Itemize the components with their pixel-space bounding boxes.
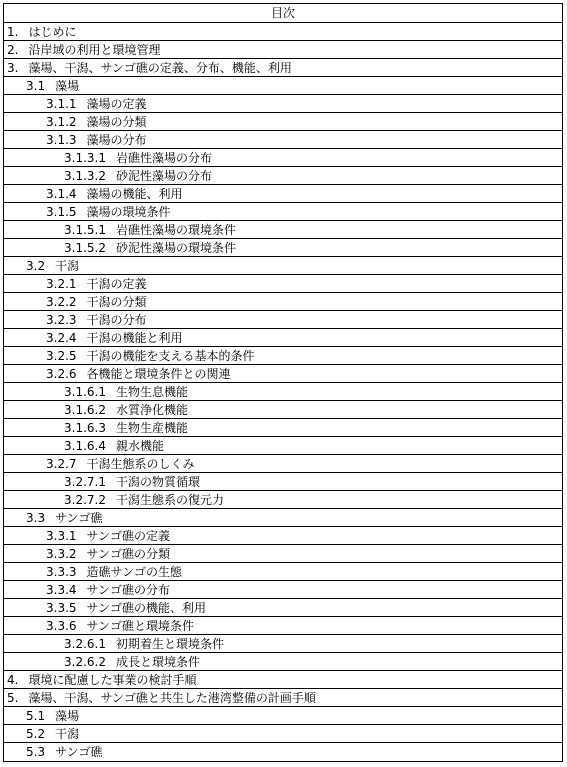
toc-number: 3.3.4	[46, 583, 77, 597]
toc-entry-text: 砂泥性藻場の環境条件	[115, 241, 236, 255]
toc-row	[4, 581, 562, 599]
toc-number: 3.2.6.1	[64, 637, 106, 651]
toc-entry-text: 造礁サンゴの生態	[86, 565, 182, 579]
toc-entry-text: サンゴ礁	[55, 745, 103, 759]
toc-row	[4, 455, 562, 473]
toc-row	[4, 329, 562, 347]
toc-number: 4.	[7, 673, 19, 687]
toc-entry-text: 藻場の環境条件	[86, 205, 171, 219]
toc-row	[4, 653, 562, 671]
toc-entry-text: 藻場	[55, 79, 80, 93]
toc-title: 目次	[4, 4, 562, 23]
toc-row	[4, 383, 562, 401]
toc-row	[4, 689, 562, 707]
toc-entry-text: 干潟の定義	[86, 277, 147, 291]
toc-row	[4, 419, 562, 437]
toc-row	[4, 149, 562, 167]
toc-row	[4, 617, 562, 635]
toc-entry-text: 砂泥性藻場の分布	[115, 169, 212, 183]
toc-entry-text: 干潟生態系の復元力	[115, 493, 224, 507]
toc-number: 3.2.2	[46, 295, 77, 309]
toc-number: 3.1.2	[46, 115, 77, 129]
toc-number: 5.	[7, 691, 19, 705]
toc-row	[4, 257, 562, 275]
toc-row	[4, 221, 562, 239]
toc-number: 3.2.6.2	[64, 655, 106, 669]
toc-entry-text: 水質浄化機能	[115, 403, 188, 417]
toc-number: 3.2.5	[46, 349, 77, 363]
toc-body	[4, 23, 562, 761]
toc-number: 3.3.1	[46, 529, 77, 543]
toc-entry-text: サンゴ礁	[55, 511, 103, 525]
toc-row	[4, 491, 562, 509]
toc-row	[4, 743, 562, 761]
toc-row	[4, 527, 562, 545]
toc-row	[4, 365, 562, 383]
toc-entry-text: 干潟の分類	[86, 295, 147, 309]
toc-entry-text: 干潟	[55, 727, 80, 741]
toc-entry-text: 沿岸域の利用と環境管理	[28, 43, 161, 57]
toc-number: 3.2.7.1	[64, 475, 106, 489]
toc-entry-text: サンゴ礁の定義	[86, 529, 170, 543]
toc-row	[4, 563, 562, 581]
toc-number: 3.2.7.2	[64, 493, 106, 507]
toc-number: 3.1.5.1	[64, 223, 106, 237]
toc-number: 5.3	[26, 745, 46, 759]
toc-number: 1.	[7, 25, 19, 39]
toc-number: 3.1.5.2	[64, 241, 106, 255]
toc-number: 3.2	[26, 259, 46, 273]
toc-entry-text: 藻場の分布	[86, 133, 147, 147]
toc-row	[4, 59, 562, 77]
toc-entry-text: 干潟生態系のしくみ	[86, 457, 195, 471]
toc-row	[4, 707, 562, 725]
toc-row	[4, 725, 562, 743]
toc-entry-text: サンゴ礁の機能、利用	[86, 601, 206, 615]
toc-row	[4, 545, 562, 563]
toc-entry-text: 初期着生と環境条件	[115, 637, 224, 651]
toc-entry-text: 藻場の定義	[86, 97, 147, 111]
toc-number: 3.1	[26, 79, 46, 93]
toc-entry-text: 各機能と環境条件との関連	[86, 367, 231, 381]
toc-entry-text: 干潟の分布	[86, 313, 147, 327]
toc-entry-text: 干潟	[55, 259, 80, 273]
toc-entry-text: 親水機能	[115, 439, 164, 453]
toc-number: 3.2.7	[46, 457, 77, 471]
toc-row	[4, 473, 562, 491]
toc-entry-text: 干潟の機能を支える基本的条件	[86, 349, 255, 363]
toc-row	[4, 437, 562, 455]
toc-row	[4, 95, 562, 113]
toc-entry-text: 藻場	[55, 709, 80, 723]
toc-row	[4, 167, 562, 185]
toc-row	[4, 23, 562, 41]
toc-row	[4, 401, 562, 419]
toc-row	[4, 671, 562, 689]
toc-number: 3.3.5	[46, 601, 77, 615]
toc-row	[4, 347, 562, 365]
toc-entry-text: 成長と環境条件	[115, 655, 200, 669]
toc-row	[4, 113, 562, 131]
toc-number: 3.1.6.4	[64, 439, 106, 453]
table-of-contents	[3, 3, 563, 762]
toc-row	[4, 311, 562, 329]
toc-number: 3.2.4	[46, 331, 77, 345]
toc-row	[4, 293, 562, 311]
toc-number: 3.3.2	[46, 547, 77, 561]
toc-entry-text: 岩礁性藻場の分布	[115, 151, 212, 165]
toc-row	[4, 275, 562, 293]
toc-row	[4, 239, 562, 257]
toc-number: 3.1.6.1	[64, 385, 106, 399]
toc-entry-text: 藻場の分類	[86, 115, 147, 129]
toc-row	[4, 635, 562, 653]
toc-entry-text: サンゴ礁の分類	[86, 547, 170, 561]
toc-entry-text: 生物生産機能	[115, 421, 188, 435]
toc-entry-text: 岩礁性藻場の環境条件	[115, 223, 236, 237]
toc-number: 3.1.6.3	[64, 421, 106, 435]
toc-number: 5.1	[26, 709, 46, 723]
toc-number: 3.2.3	[46, 313, 77, 327]
toc-row	[4, 77, 562, 95]
toc-number: 3.1.3.1	[64, 151, 106, 165]
toc-row	[4, 185, 562, 203]
toc-number: 3.1.5	[46, 205, 77, 219]
toc-number: 3.3.6	[46, 619, 77, 633]
toc-entry-text: 生物生息機能	[115, 385, 188, 399]
toc-number: 3.1.4	[46, 187, 77, 201]
toc-entry-text: サンゴ礁の分布	[86, 583, 170, 597]
toc-row	[4, 509, 562, 527]
toc-number: 3.	[7, 61, 19, 75]
toc-number: 3.3.3	[46, 565, 77, 579]
toc-entry-text: 干潟の物質循環	[115, 475, 200, 489]
toc-number: 3.1.3.2	[64, 169, 106, 183]
toc-entry-text: 藻場、干潟、サンゴ礁と共生した港湾整備の計画手順	[28, 691, 316, 705]
toc-number: 3.2.6	[46, 367, 77, 381]
toc-number: 5.2	[26, 727, 46, 741]
toc-entry-text: 環境に配慮した事業の検討手順	[28, 673, 197, 687]
toc-row	[4, 131, 562, 149]
toc-row	[4, 599, 562, 617]
toc-row	[4, 41, 562, 59]
toc-number: 3.1.6.2	[64, 403, 106, 417]
toc-entry-text: 干潟の機能と利用	[86, 331, 183, 345]
toc-number: 2.	[7, 43, 19, 57]
toc-number: 3.1.3	[46, 133, 77, 147]
toc-number: 3.2.1	[46, 277, 77, 291]
toc-number: 3.3	[26, 511, 46, 525]
toc-entry-text: サンゴ礁と環境条件	[86, 619, 194, 633]
toc-entry-text: はじめに	[28, 25, 77, 39]
toc-row	[4, 203, 562, 221]
toc-entry-text: 藻場、干潟、サンゴ礁の定義、分布、機能、利用	[28, 61, 292, 75]
toc-entry-text: 藻場の機能、利用	[86, 187, 183, 201]
toc-number: 3.1.1	[46, 97, 77, 111]
